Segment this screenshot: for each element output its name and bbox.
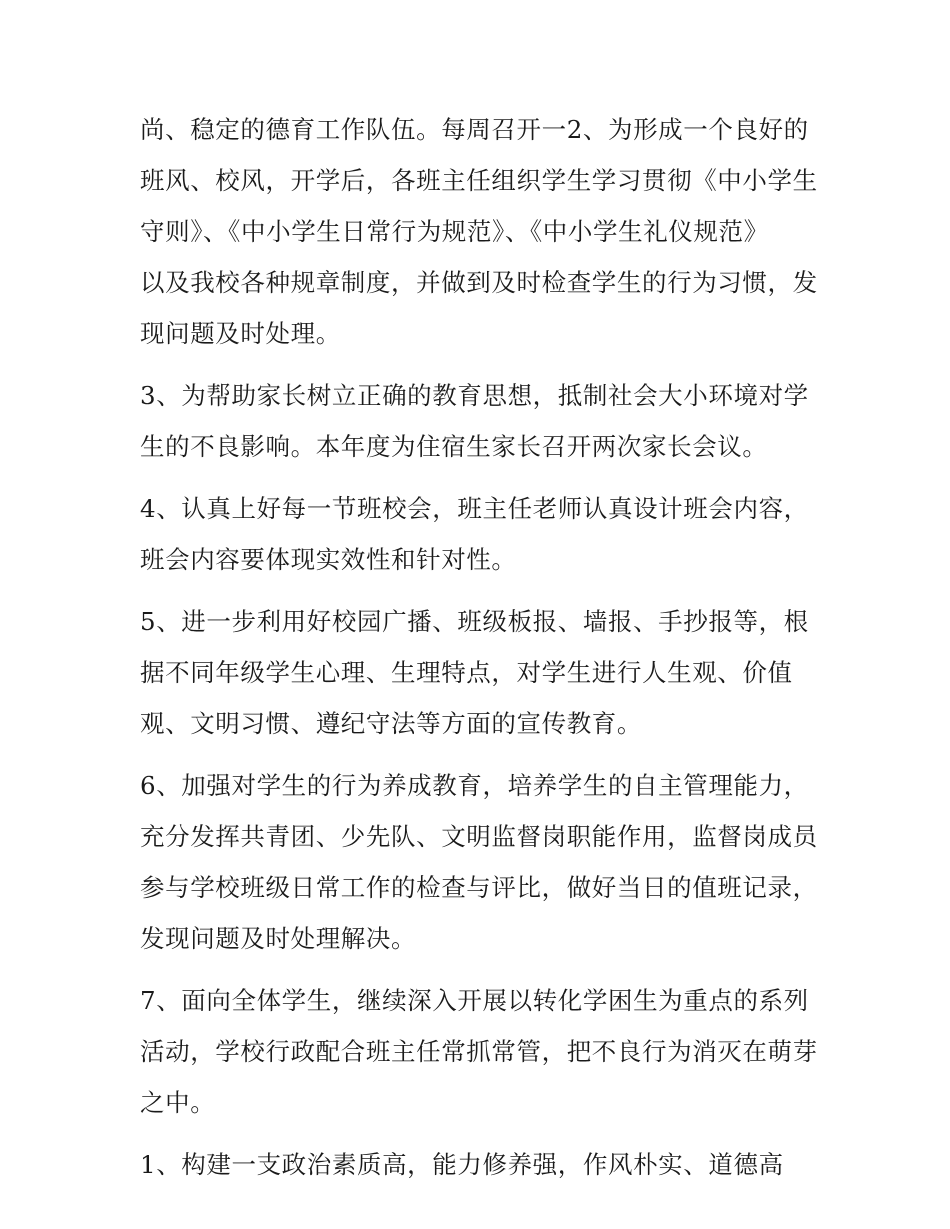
text-line: 6、加强对学生的行为养成教育，培养学生的自主管理能力， (140, 771, 809, 800)
paragraph-item-5 (140, 596, 820, 749)
text-line: 班会内容要体现实效性和针对性。 (140, 545, 517, 574)
paragraph-continuation (140, 104, 820, 359)
text-line: 观、文明习惯、遵纪守法等方面的宣传教育。 (140, 709, 642, 738)
paragraph-item-7 (140, 975, 820, 1128)
text-line: 5、进一步利用好校园广播、班级板报、墙报、手抄报等，根 (140, 607, 809, 636)
text-line: 据不同年级学生心理、生理特点，对学生进行人生观、价值 (140, 658, 793, 687)
text-line: 7、面向全体学生，继续深入开展以转化学困生为重点的系列 (140, 986, 809, 1015)
text-line: 生的不良影响。本年度为住宿生家长召开两次家长会议。 (140, 432, 768, 461)
text-line: 参与学校班级日常工作的检查与评比，做好当日的值班记录， (140, 873, 818, 902)
text-line: 充分发挥共青团、少先队、文明监督岗职能作用，监督岗成员 (140, 822, 818, 851)
paragraph-item-6 (140, 760, 820, 964)
text-line: 现问题及时处理。 (140, 319, 341, 348)
text-line: 尚、稳定的德育工作队伍。每周召开一2、为形成一个良好的 (140, 115, 809, 144)
paragraph-item-4 (140, 483, 820, 585)
text-line: 守则》、《中小学生日常行为规范》、《中小学生礼仪规范》 (140, 217, 769, 246)
text-line: 4、认真上好每一节班校会，班主任老师认真设计班会内容， (140, 494, 809, 523)
text-line: 活动，学校行政配合班主任常抓常管，把不良行为消灭在萌芽 (140, 1037, 818, 1066)
paragraph-item-3 (140, 370, 820, 472)
text-line: 3、为帮助家长树立正确的教育思想，抵制社会大小环境对学 (140, 381, 809, 410)
paragraph-item-1 (140, 1139, 820, 1190)
text-line: 发现问题及时处理解决。 (140, 924, 417, 953)
text-line: 1、构建一支政治素质高，能力修养强，作风朴实、道德高 (140, 1150, 784, 1179)
text-line: 之中。 (140, 1088, 216, 1117)
text-line: 以及我校各种规章制度，并做到及时检查学生的行为习惯，发 (140, 268, 818, 297)
document-body (140, 104, 820, 1201)
text-line: 班风、校风，开学后，各班主任组织学生学习贯彻《中小学生 (140, 166, 818, 195)
